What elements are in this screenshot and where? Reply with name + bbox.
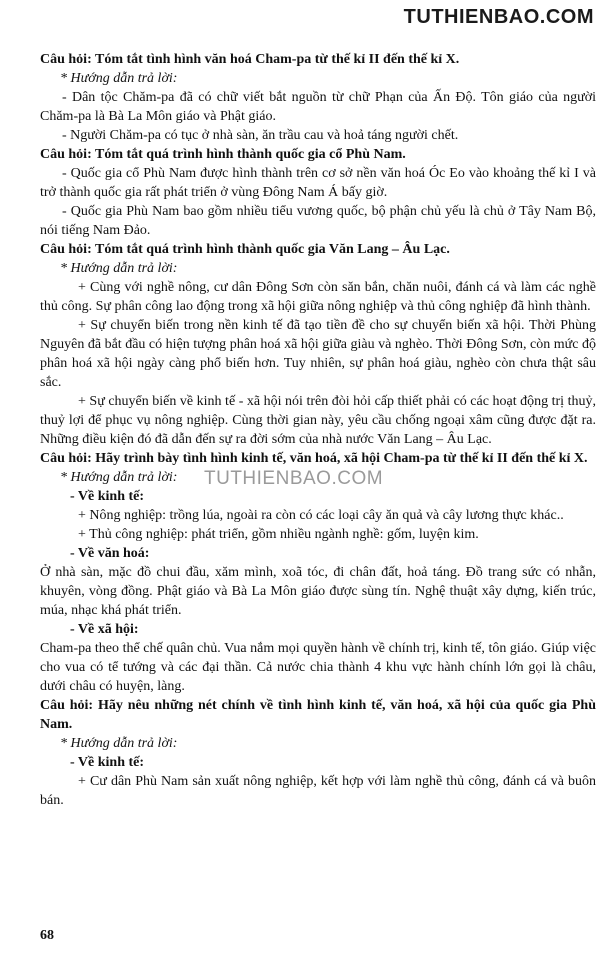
question-heading: Câu hỏi: Hãy nêu những nét chính về tình hình kinh tế, văn hoá, xã hội của quốc gia Phù Nam. [40,698,596,732]
answer-paragraph: - Dân tộc Chăm-pa đã có chữ viết bắt nguồn từ chữ Phạn của Ấn Độ. Tôn giáo của người Chăm-pa là Bà La Môn giáo và Phật giáo. [40,90,596,124]
subsection-heading-economy: - Về kinh tế: [70,489,145,504]
answer-paragraph: - Người Chăm-pa có tục ở nhà sàn, ăn trầu cau và hoả táng người chết. [62,128,459,143]
question-heading: Câu hỏi: Tóm tắt quá trình hình thành quốc gia Văn Lang – Âu Lạc. [40,242,450,257]
answer-paragraph: - Quốc gia Phù Nam bao gồm nhiều tiểu vương quốc, bộ phận chủ yếu là chủ ở Tây Nam Bộ, nói tiếng Nam Đảo. [40,204,596,238]
center-watermark: TUTHIENBAO.COM [204,468,384,489]
subsection-heading-society: - Về xã hội: [70,622,139,637]
answer-guide-label: * Hướng dẫn trả lời: [60,470,178,485]
page-number: 68 [40,928,54,943]
subsection-heading-culture: - Về văn hoá: [70,546,150,561]
answer-guide-label: * Hướng dẫn trả lời: [60,736,178,751]
answer-guide-label: * Hướng dẫn trả lời: [60,71,178,86]
answer-paragraph: + Nông nghiệp: trồng lúa, ngoài ra còn có các loại cây ăn quả và cây lương thực khác.. [78,508,564,523]
answer-paragraph: Cham-pa theo thể chế quân chủ. Vua nắm mọi quyền hành về chính trị, kinh tế, tôn giáo. Giúp việc cho vua có tể tướng và các đại thần. Cả nước chia thành 4 khu vực hành chính lớn gọi là châu, dưới châu có huyện, làng. [40,641,596,694]
answer-paragraph: + Thủ công nghiệp: phát triển, gồm nhiều ngành nghề: gốm, luyện kim. [78,527,479,542]
answer-paragraph: + Cùng với nghề nông, cư dân Đông Sơn còn săn bắn, chăn nuôi, đánh cá và làm các nghề thủ công. Sự phân công lao động trong xã hội giữa nông nghiệp và thủ công nghiệp đã hình thành. [40,280,596,314]
answer-paragraph: + Sự chuyển biến trong nền kinh tế đã tạo tiền đề cho sự chuyển biến xã hội. Thời Phùng Nguyên đã bắt đầu có hiện tượng phân hoá xã hội giữa giàu và nghèo. Thời Đông Sơn, còn mức độ phân hoá xã hội ngày càng phổ biến hơn. Tuy nhiên, sự phân hoá giàu, nghèo còn chưa thật sâu sắc. [40,318,596,390]
subsection-heading-economy: - Về kinh tế: [70,755,145,770]
answer-paragraph: + Cư dân Phù Nam sản xuất nông nghiệp, kết hợp với làm nghề thủ công, đánh cá và buôn bán. [40,774,596,808]
question-heading: Câu hỏi: Tóm tắt quá trình hình thành quốc gia cổ Phù Nam. [40,147,406,162]
answer-paragraph: Ở nhà sàn, mặc đồ chui đầu, xăm mình, xoã tóc, đi chân đất, hoả táng. Đồ trang sức có nhẫn, khuyên, vòng đồng. Phật giáo và Bà La Môn giáo được sùng tín. Nghệ thuật xây dựng, kiến trúc, múa, nhạc khá phát triển. [40,565,596,618]
question-heading: Câu hỏi: Tóm tắt tình hình văn hoá Cham-pa từ thế kỉ II đến thế kỉ X. [40,52,460,67]
answer-paragraph: + Sự chuyển biến về kinh tế - xã hội nói trên đòi hỏi cấp thiết phải có các hoạt động trị thuỷ, thuỷ lợi để phục vụ nông nghiệp. Cùng thời gian này, yêu cầu chống ngoại xâm cũng được đặt ra. Những điều kiện đó đã dẫn đến sự ra đời sớm của nhà nước Văn Lang – Âu Lạc. [40,394,596,447]
answer-paragraph: - Quốc gia cổ Phù Nam được hình thành trên cơ sở nền văn hoá Óc Eo vào khoảng thế kỉ I và trở thành quốc gia rất phát triển ở vùng Đông Nam Á bấy giờ. [40,166,596,200]
answer-guide-label: * Hướng dẫn trả lời: [60,261,178,276]
site-watermark: TUTHIENBAO.COM [403,6,594,28]
question-heading: Câu hỏi: Hãy trình bày tình hình kinh tế, văn hoá, xã hội Cham-pa từ thế kỉ II đến thế kỉ X. [40,451,588,466]
page-content [40,50,596,810]
